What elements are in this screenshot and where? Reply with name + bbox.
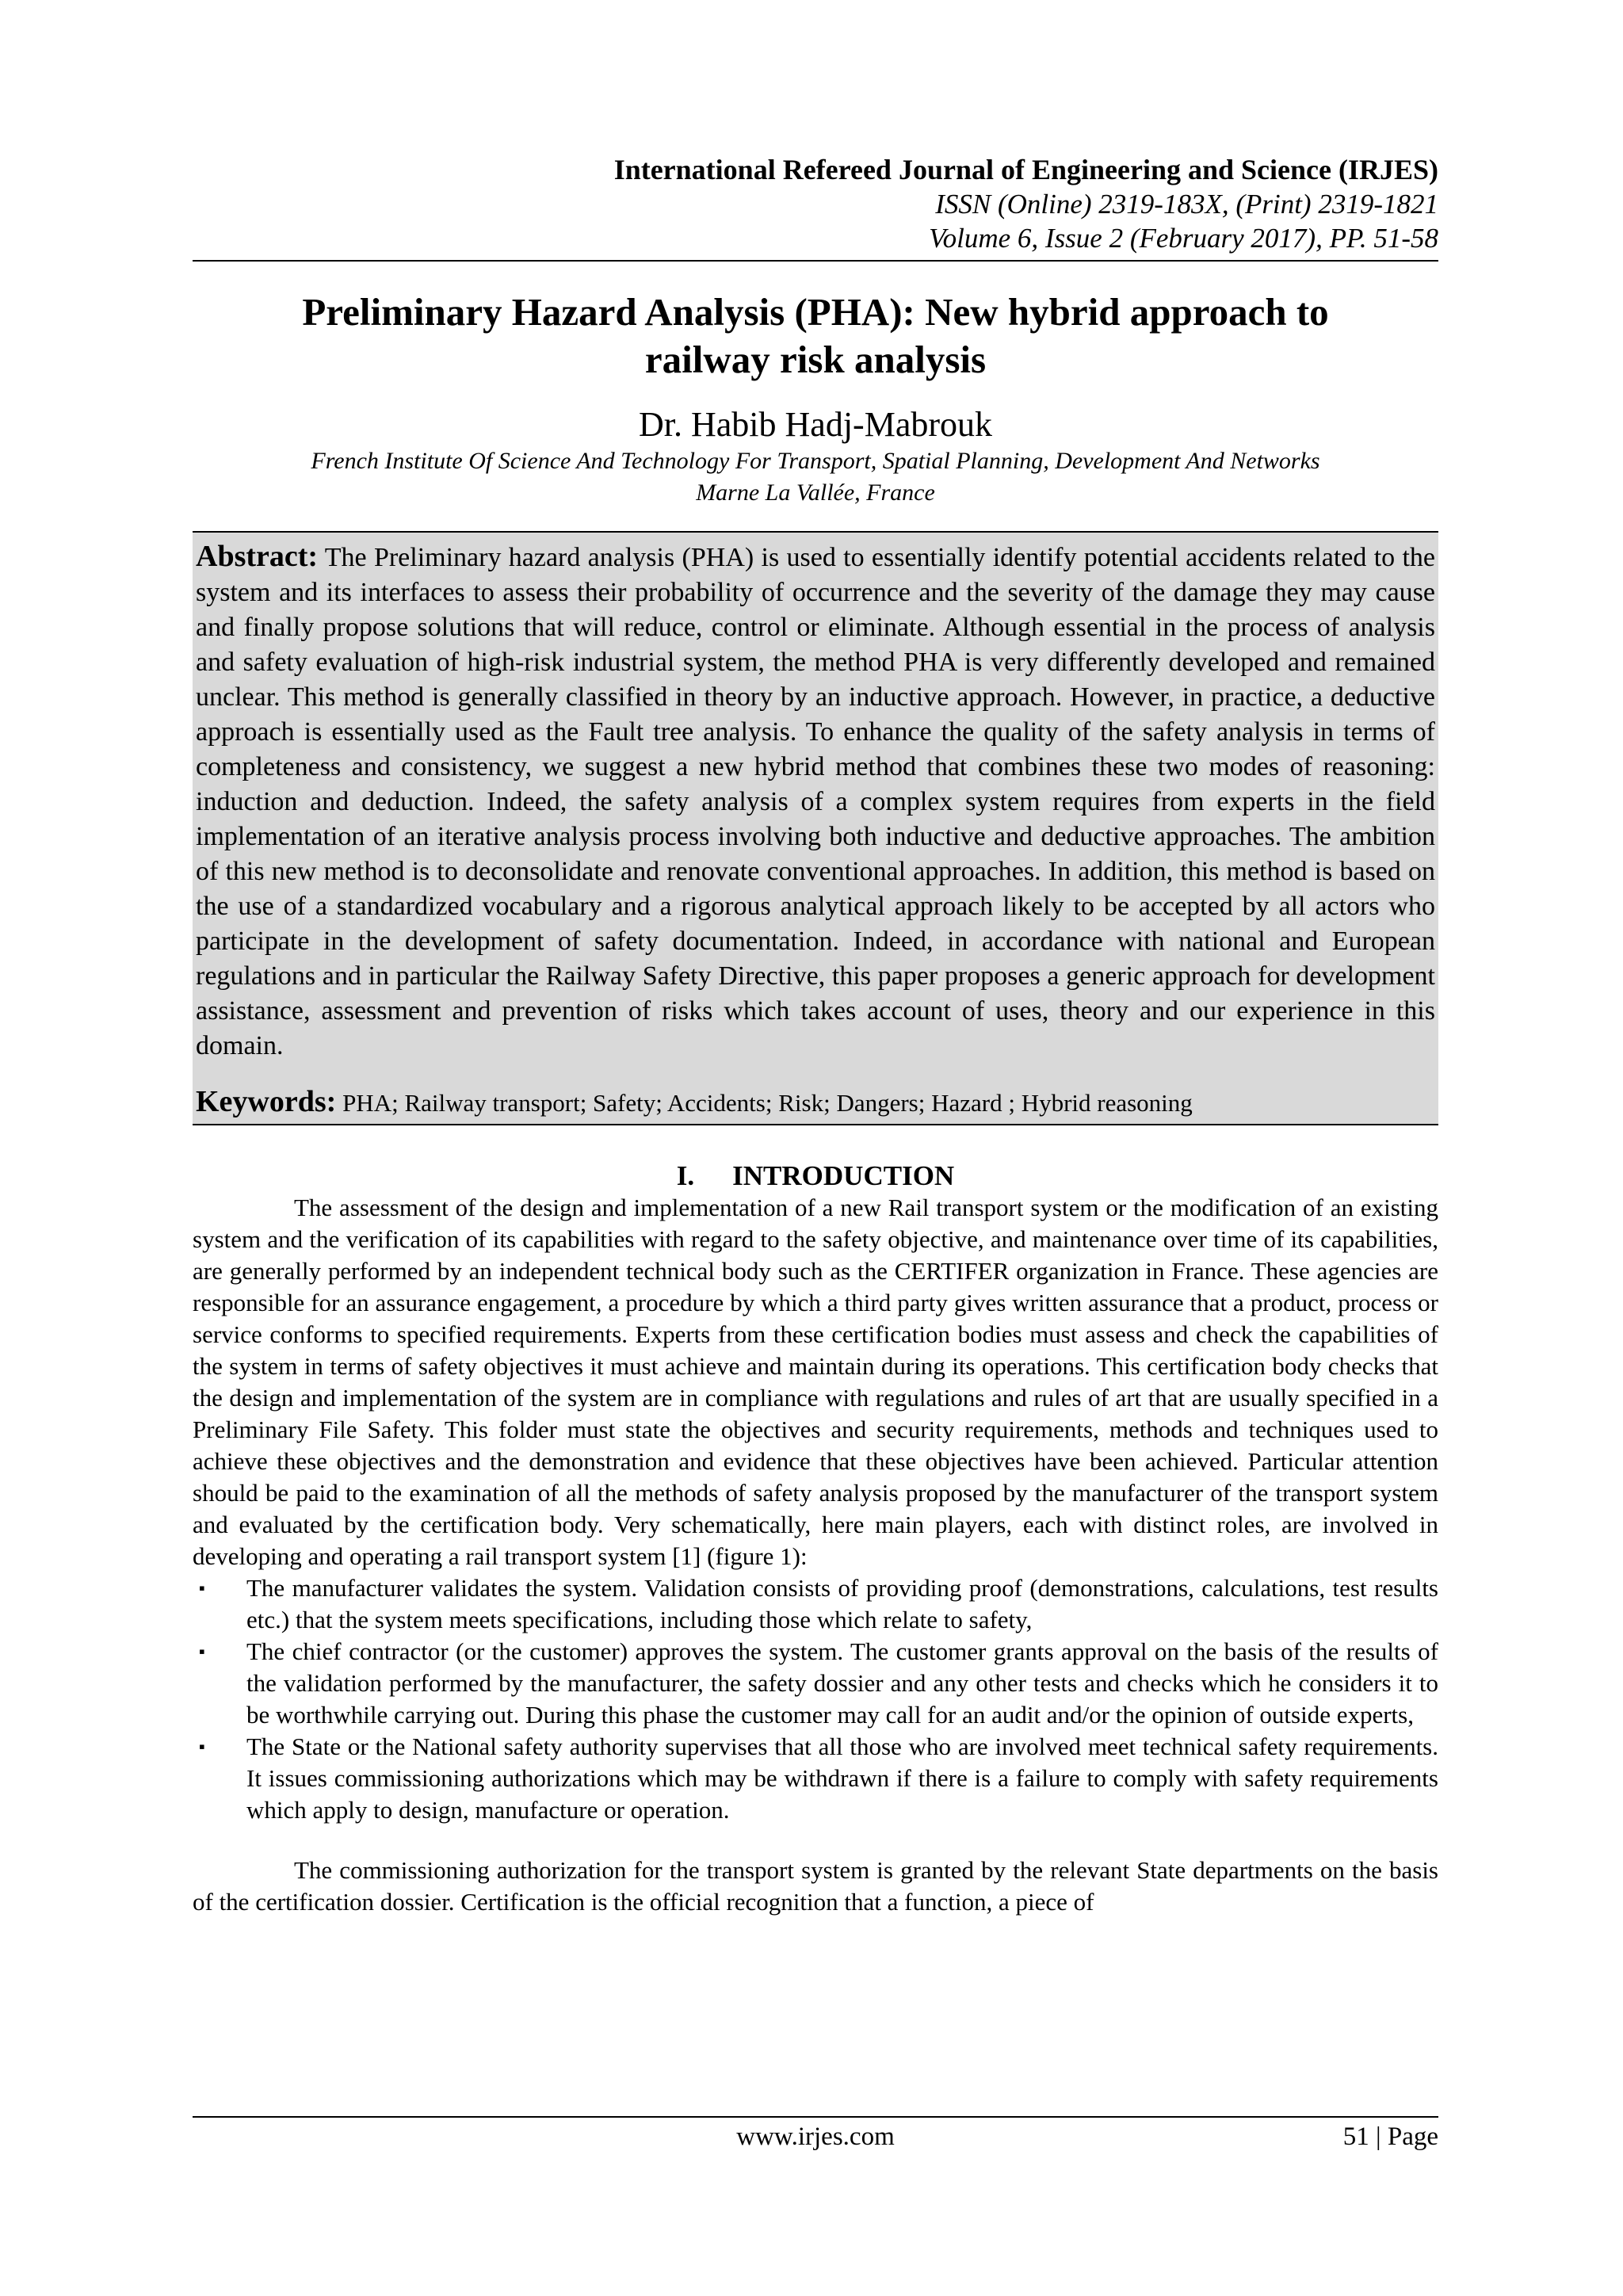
abstract-label: Abstract:	[196, 540, 319, 573]
section-title: INTRODUCTION	[732, 1160, 955, 1191]
page	[193, 0, 1438, 1918]
author-name: Dr. Habib Hadj-Mabrouk	[638, 405, 992, 444]
bullet-icon: ▪	[199, 1641, 205, 1661]
list-item-text: The State or the National safety authority supervises that all those who are involved meet technical safety requirements. It issues commissioning authorizations which may be withdrawn if there is a failure to comply with safety requirements which apply to design, manufacture or operation.	[246, 1733, 1438, 1824]
list-item	[193, 1636, 1438, 1731]
header-rule	[193, 260, 1438, 262]
title-line-2: railway risk analysis	[644, 338, 987, 381]
bullet-icon: ▪	[199, 1736, 205, 1756]
paper-title	[193, 288, 1438, 384]
list-item-text: The manufacturer validates the system. Validation consists of providing proof (demonstrations, calculations, test results etc.) that the system meets specifications, including those which relate to safety,	[246, 1574, 1438, 1633]
paragraph-gap	[193, 1826, 1438, 1855]
list-item-text: The chief contractor (or the customer) approves the system. The customer grants approval on the basis of the results of the validation performed by the manufacturer, the safety dossier and any other tests and checks which he considers it to be worthwhile carrying out. During this phase the customer may call for an audit and/or the opinion of outside experts,	[246, 1637, 1438, 1729]
volume-line: Volume 6, Issue 2 (February 2017), PP. 51-58	[929, 223, 1438, 254]
list-item	[193, 1572, 1438, 1636]
journal-header	[193, 153, 1438, 255]
intro-paragraph-1: The assessment of the design and implementation of a new Rail transport system or the modification of an existing system and the verification of its capabilities with regard to the safety objective, and maintenance over time of its capabilities, are generally performed by an independent technical body such as the CERTIFER organization in France. These agencies are responsible for an assurance engagement, a procedure by which a third party gives written assurance that a product, process or service conforms to specified requirements. Experts from these certification bodies must assess and check the capabilities of the system in terms of safety objectives it must achieve and maintain during its operations. This certification body checks that the design and implementation of the system are in compliance with regulations and rules of art that are usually specified in a Preliminary File Safety. This folder must state the objectives and security requirements, methods and techniques used to achieve these objectives and the demonstration and evidence that these objectives have been achieved. Particular attention should be paid to the examination of all the methods of safety analysis proposed by the manufacturer of the transport system and evaluated by the certification body. Very schematically, here main players, each with distinct roles, are involved in developing and operating a rail transport system [1] (figure 1):	[193, 1194, 1438, 1570]
issn-line: ISSN (Online) 2319-183X, (Print) 2319-1821	[935, 189, 1438, 220]
keywords-label: Keywords:	[196, 1085, 337, 1118]
affiliation-line-1: French Institute Of Science And Technology For Transport, Spatial Planning, Development And Networks	[311, 448, 1320, 474]
abstract-box	[193, 531, 1438, 1125]
affiliation	[193, 445, 1438, 509]
footer-page-number: 51 | Page	[1342, 2122, 1438, 2151]
keywords	[196, 1084, 1435, 1121]
list-item	[193, 1731, 1438, 1826]
section-number: I.	[676, 1160, 695, 1191]
keywords-text: PHA; Railway transport; Safety; Accidents; Risk; Dangers; Hazard ; Hybrid reasoning	[342, 1089, 1193, 1117]
footer-website: www.irjes.com	[736, 2122, 895, 2151]
affiliation-line-2: Marne La Vallée, France	[696, 479, 935, 506]
title-line-1: Preliminary Hazard Analysis (PHA): New hybrid approach to	[302, 290, 1329, 334]
intro-paragraph-2: The commissioning authorization for the transport system is granted by the relevant State departments on the basis of the certification dossier. Certification is the official recognition that a function, a piece of	[193, 1856, 1438, 1916]
journal-name: International Refereed Journal of Engineering and Science (IRJES)	[613, 154, 1438, 185]
section-heading	[193, 1160, 1438, 1192]
page-footer	[193, 2116, 1438, 2151]
abstract-text: The Preliminary hazard analysis (PHA) is used to essentially identify potential accidents related to the system and its interfaces to assess their probability of occurrence and the severity of the damage they may cause and finally propose solutions that will reduce, control or eliminate. Although essential in the process of analysis and safety evaluation of high-risk industrial system, the method PHA is very differently developed and remained unclear. This method is generally classified in theory by an inductive approach. However, in practice, a deductive approach is essentially used as the Fault tree analysis. To enhance the quality of the safety analysis in terms of completeness and consistency, we suggest a new hybrid method that combines these two modes of reasoning: induction and deduction. Indeed, the safety analysis of a complex system requires from experts in the field implementation of an iterative analysis process involving both inductive and deductive approaches. The ambition of this new method is to deconsolidate and renovate conventional approaches. In addition, this method is based on the use of a standardized vocabulary and a rigorous analytical approach likely to be accepted by all actors who participate in the development of safety documentation. Indeed, in accordance with national and European regulations and in particular the Railway Safety Directive, this paper proposes a generic approach for development assistance, assessment and prevention of risks which takes account of uses, theory and our experience in this domain.	[196, 543, 1435, 1060]
bullet-list	[193, 1572, 1438, 1826]
bullet-icon: ▪	[199, 1578, 205, 1598]
